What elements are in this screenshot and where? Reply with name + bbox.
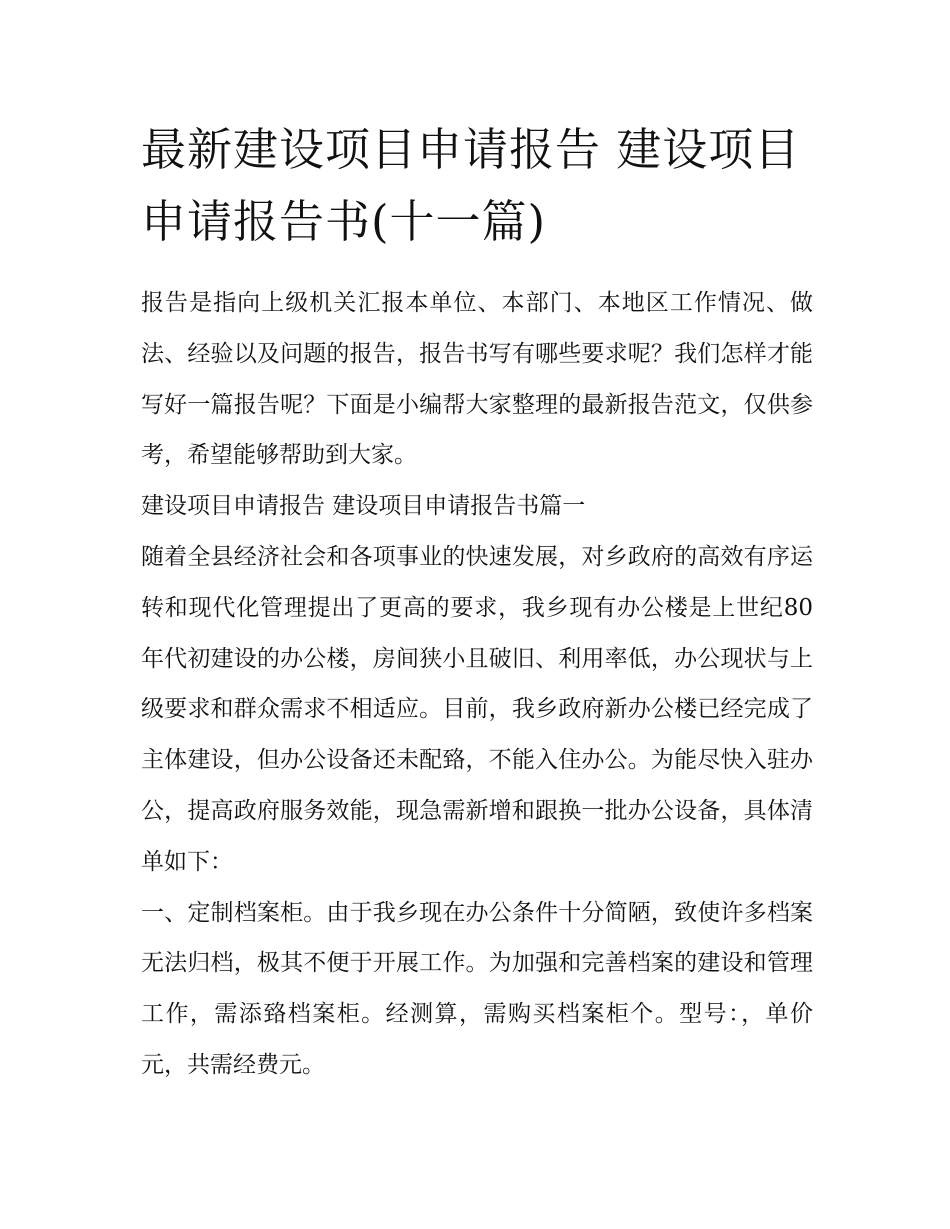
- intro-paragraph: 报告是指向上级机关汇报本单位、本部门、本地区工作情况、做法、经验以及问题的报告，报告书写有哪些要求呢？我们怎样才能写好一篇报告呢？下面是小编帮大家整理的最新报告范文，仅供参考，希望能够帮助到大家。: [141, 290, 813, 469]
- body-paragraph: 随着全县经济社会和各项事业的快速发展，对乡政府的高效有序运转和现代化管理提出了更高的要求，我乡现有办公楼是上世纪80年代初建设的办公楼，房间狭小且破旧、利用率低，办公现状与上级要求和群众需求不相适应。目前，我乡政府新办公楼已经完成了主体建设，但办公设备还未配臵，不能入住办公。为能尽快入驻办公，提高政府服务效能，现急需新增和跟换一批办公设备，具体清单如下：: [141, 543, 813, 875]
- section-heading: 建设项目申请报告 建设项目申请报告书篇一: [141, 493, 586, 520]
- document-title: 最新建设项目申请报告 建设项目申请报告书(十一篇): [141, 123, 801, 248]
- body-paragraph: 一、定制档案柜。由于我乡现在办公条件十分简陋，致使许多档案无法归档，极其不便于开展工作。为加强和完善档案的建设和管理工作，需添臵档案柜。经测算，需购买档案柜个。型号：，单价元，共需经费元。: [141, 899, 813, 1078]
- document-content: [141, 114, 813, 1091]
- document-body: [141, 278, 813, 1091]
